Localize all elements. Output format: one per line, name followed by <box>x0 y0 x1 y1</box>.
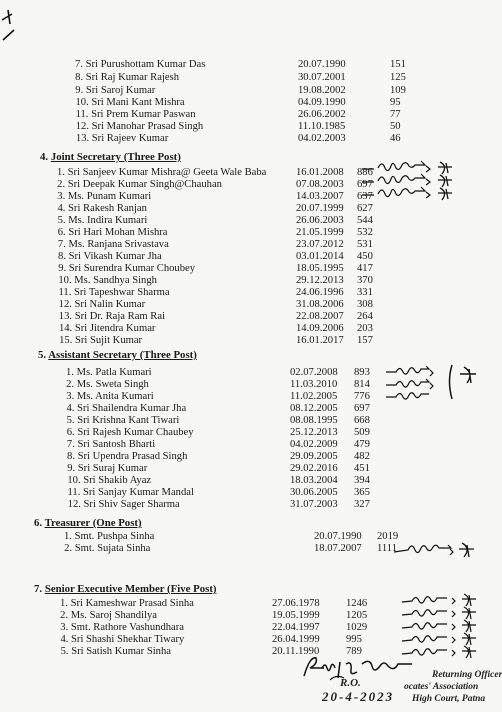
candidate-name: 12. Sri Shiv Sager Sharma <box>67 499 180 510</box>
candidate-name: 4. Sri Rakesh Ranjan <box>57 203 147 214</box>
enrolment-date: 21.05.1999 <box>296 227 344 238</box>
candidate-row <box>0 334 495 347</box>
vote-count: 95 <box>390 97 401 108</box>
enrolment-date: 26.06.2002 <box>298 109 346 120</box>
enrolment-date: 29.12.2013 <box>296 275 344 286</box>
enrolment-date: 02.07.2008 <box>290 367 338 378</box>
enrolment-date: 20.11.1990 <box>272 646 320 657</box>
enrolment-date: 26.06.2003 <box>296 215 344 226</box>
enrolment-date: 18.07.2007 <box>314 543 362 554</box>
vote-count: 417 <box>357 263 373 274</box>
vote-count: 2019 <box>377 531 399 542</box>
vote-count: 1029 <box>346 622 368 633</box>
candidate-name: 9. Sri Surendra Kumar Choubey <box>58 263 196 274</box>
candidate-name: 7. Ms. Ranjana Srivastava <box>57 239 169 250</box>
candidate-row <box>0 58 495 71</box>
enrolment-date: 19.08.2002 <box>298 85 346 96</box>
candidate-name: 8. Sri Upendra Prasad Singh <box>67 451 188 462</box>
elected-handwritten-mark <box>400 592 495 662</box>
enrolment-date: 03.01.2014 <box>296 251 344 262</box>
candidate-name: 5. Ms. Indira Kumari <box>57 215 148 226</box>
vote-count: 308 <box>357 299 373 310</box>
candidate-name: 6. Sri Hari Mohan Mishra <box>57 227 168 238</box>
vote-count: 125 <box>390 72 406 83</box>
vote-count: 365 <box>354 487 370 498</box>
vote-count: 814 <box>354 379 370 390</box>
enrolment-date: 18.03.2004 <box>290 475 338 486</box>
enrolment-date: 14.03.2007 <box>296 191 344 202</box>
vote-count: 109 <box>390 85 406 96</box>
enrolment-date: 11.10.1985 <box>298 121 346 132</box>
enrolment-date: 29.02.2016 <box>290 463 338 474</box>
candidate-name: 9. Sri Suraj Kumar <box>67 463 148 474</box>
vote-count: 1246 <box>346 598 368 609</box>
candidate-name: 11. Sri Sanjay Kumar Mandal <box>67 487 194 498</box>
enrolment-date: 16.01.2008 <box>296 167 344 178</box>
enrolment-date: 14.09.2006 <box>296 323 344 334</box>
vote-count: 46 <box>390 133 401 144</box>
candidate-name: 7. Sri Santosh Bharti <box>66 439 156 450</box>
vote-count: 637 <box>357 191 373 202</box>
section-heading <box>34 517 142 530</box>
vote-count: 1111 <box>377 543 398 554</box>
candidate-name: 2. Sri Deepak Kumar Singh@Chauhan <box>57 179 222 190</box>
vote-count: 544 <box>357 215 373 226</box>
vote-count: 531 <box>357 239 373 250</box>
vote-count: 450 <box>357 251 373 262</box>
vote-count: 451 <box>354 463 370 474</box>
vote-count: 77 <box>390 109 401 120</box>
vote-count: 203 <box>357 323 373 334</box>
enrolment-date: 24.06.1996 <box>296 287 344 298</box>
enrolment-date: 23.07.2012 <box>296 239 344 250</box>
candidate-name: 1. Sri Kameshwar Prasad Sinha <box>60 598 194 609</box>
candidate-name: 11. Sri Prem Kumar Paswan <box>75 109 196 120</box>
candidate-name: 4. Sri Shashi Shekhar Tiwary <box>60 634 185 645</box>
candidate-name: 10. Sri Mani Kant Mishra <box>75 97 185 108</box>
enrolment-date: 11.03.2010 <box>290 379 338 390</box>
candidate-name: 13. Sri Rajeev Kumar <box>75 133 169 144</box>
candidate-name: 2. Ms. Saroj Shandilya <box>60 610 157 621</box>
enrolment-date: 20.07.1999 <box>296 203 344 214</box>
section-heading <box>34 583 217 596</box>
elected-handwritten-mark <box>360 186 490 202</box>
elected-handwritten-mark <box>384 363 494 403</box>
candidate-name: 13. Sri Dr. Raja Ram Rai <box>58 311 166 322</box>
candidate-row <box>0 132 495 145</box>
signature-title: R.O. <box>340 677 361 689</box>
enrolment-date: 27.06.1978 <box>272 598 320 609</box>
vote-count: 331 <box>357 287 373 298</box>
stamp-returning-officer: Returning Officer <box>432 670 502 680</box>
stamp-high-court: High Court, Patna <box>412 694 486 704</box>
enrolment-date: 31.07.2003 <box>290 499 338 510</box>
vote-count: 532 <box>357 227 373 238</box>
enrolment-date: 20.07.1990 <box>298 59 346 70</box>
vote-count: 482 <box>354 451 370 462</box>
section-heading <box>40 151 181 164</box>
candidate-name: 3. Ms. Anita Kumari <box>66 391 154 402</box>
vote-count: 697 <box>354 403 370 414</box>
vote-count: 151 <box>390 59 406 70</box>
handwritten-date: 20-4-2023 <box>322 689 395 704</box>
enrolment-date: 07.08.2003 <box>296 179 344 190</box>
vote-count: 776 <box>354 391 370 402</box>
candidate-name: 1. Ms. Patla Kumari <box>66 367 152 378</box>
candidate-name: 12. Sri Manohar Prasad Singh <box>75 121 204 132</box>
enrolment-date: 11.02.2005 <box>290 391 338 402</box>
vote-count: 50 <box>390 121 401 132</box>
section-number: 5. <box>38 349 47 361</box>
candidate-name: 8. Sri Raj Kumar Rajesh <box>75 72 180 83</box>
enrolment-date: 04.02.2009 <box>290 439 338 450</box>
vote-count: 264 <box>357 311 373 322</box>
candidate-name: 5. Sri Krishna Kant Tiwari <box>66 415 180 426</box>
candidate-name: 12. Sri Nalin Kumar <box>58 299 146 310</box>
section-number: 4. <box>40 151 49 163</box>
section-number: 6. <box>34 517 43 529</box>
section-title: Assistant Secretary (Three Post) <box>48 349 197 361</box>
vote-count: 789 <box>346 646 362 657</box>
section-title: Joint Secretary (Three Post) <box>50 151 181 163</box>
stamp-association: ocates' Association <box>404 682 479 692</box>
vote-count: 627 <box>357 203 373 214</box>
enrolment-date: 08.12.2005 <box>290 403 338 414</box>
enrolment-date: 20.07.1990 <box>314 531 362 542</box>
vote-count: 668 <box>354 415 370 426</box>
vote-count: 893 <box>354 367 370 378</box>
candidate-name: 10. Sri Shakib Ayaz <box>67 475 152 486</box>
vote-count: 370 <box>357 275 373 286</box>
candidate-name: 2. Ms. Sweta Singh <box>66 379 149 390</box>
candidate-name: 1. Smt. Pushpa Sinha <box>64 531 155 542</box>
vote-count: 509 <box>354 427 370 438</box>
enrolment-date: 19.05.1999 <box>272 610 320 621</box>
section-title: Senior Executive Member (Five Post) <box>44 583 217 595</box>
elected-handwritten-mark <box>392 540 492 560</box>
enrolment-date: 25.12.2013 <box>290 427 338 438</box>
vote-count: 394 <box>354 475 370 486</box>
vote-count: 1205 <box>346 610 368 621</box>
candidate-name: 7. Sri Purushottam Kumar Das <box>75 59 206 70</box>
section-number: 7. <box>34 583 43 595</box>
section-heading <box>38 349 197 362</box>
candidate-name: 10. Ms. Sandhya Singh <box>58 275 157 286</box>
enrolment-date: 30.07.2001 <box>298 72 346 83</box>
candidate-name: 2. Smt. Sujata Sinha <box>64 543 151 554</box>
enrolment-date: 18.05.1995 <box>296 263 344 274</box>
candidate-name: 11. Sri Tapeshwar Sharma <box>58 287 170 298</box>
vote-count: 479 <box>354 439 370 450</box>
enrolment-date: 30.06.2005 <box>290 487 338 498</box>
candidate-row <box>0 498 495 511</box>
vote-count: 697 <box>357 179 373 190</box>
candidate-name: 15. Sri Sujit Kumar <box>59 335 143 346</box>
enrolment-date: 22.08.2007 <box>296 311 344 322</box>
enrolment-date: 29.09.2005 <box>290 451 338 462</box>
candidate-name: 8. Sri Vikash Kumar Jha <box>58 251 162 262</box>
vote-count: 886 <box>357 167 373 178</box>
enrolment-date: 31.08.2006 <box>296 299 344 310</box>
enrolment-date: 16.01.2017 <box>296 335 344 346</box>
vote-count: 327 <box>354 499 370 510</box>
candidate-name: 3. Smt. Rathore Vashundhara <box>60 622 184 633</box>
signature-anjani-kumar <box>300 654 450 682</box>
enrolment-date: 22.04.1997 <box>272 622 320 633</box>
candidate-name: 1. Sri Sanjeev Kumar Mishra@ Geeta Wale Baba <box>57 167 267 178</box>
vote-count: 995 <box>346 634 362 645</box>
candidate-name: 3. Ms. Punam Kumari <box>57 191 152 202</box>
enrolment-date: 26.04.1999 <box>272 634 320 645</box>
candidate-name: 6. Sri Rajesh Kumar Chaubey <box>66 427 194 438</box>
candidate-name: 9. Sri Saroj Kumar <box>75 85 156 96</box>
vote-count: 157 <box>357 335 373 346</box>
corner-tick-mark <box>0 0 40 50</box>
candidate-row <box>0 71 495 84</box>
candidate-name: 5. Sri Satish Kumar Sinha <box>60 646 171 657</box>
section-title: Treasurer (One Post) <box>44 517 142 529</box>
candidate-name: 14. Sri Jitendra Kumar <box>58 323 156 334</box>
enrolment-date: 04.02.2003 <box>298 133 346 144</box>
enrolment-date: 08.08.1995 <box>290 415 338 426</box>
enrolment-date: 04.09.1990 <box>298 97 346 108</box>
candidate-name: 4. Sri Shailendra Kumar Jha <box>66 403 187 414</box>
